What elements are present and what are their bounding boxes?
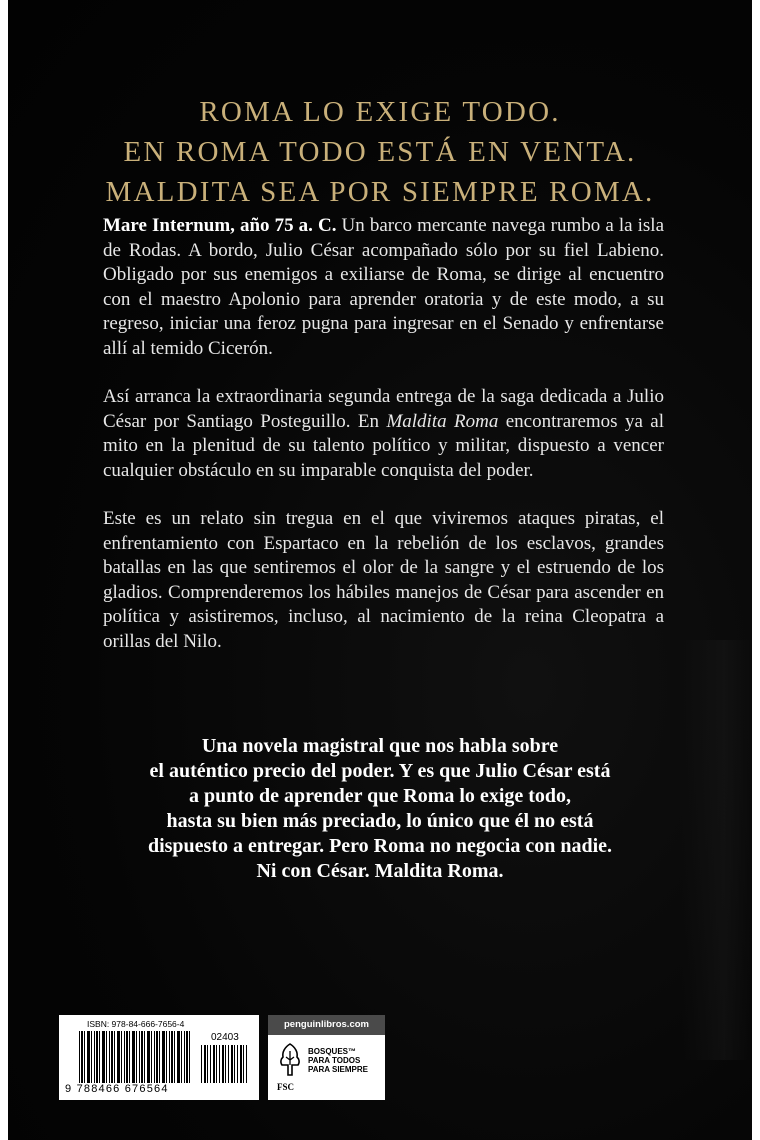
paragraph-2-text-before: Así arranca la extraordinaria segunda entrega de la saga dedicada a Julio César por Santiago Posteguillo. En: [103, 386, 664, 432]
fsc-tree-icon: [276, 1041, 304, 1081]
slogan-block: [8, 92, 752, 212]
paragraph-2-text-after: encontraremos ya al mito en la plenitud de su talento político y militar, dispuesto a vencer cualquier obstáculo en su imparable conquista del poder.: [103, 410, 664, 481]
synopsis-paragraph-1: [103, 214, 664, 361]
ean-digits: 9 788466 676564: [65, 1083, 169, 1095]
blurb-line-2: el auténtico precio del poder. Y es que Julio César está: [149, 760, 611, 782]
blurb: [68, 734, 692, 884]
fsc-slogan-line-1: BOSQUES™: [308, 1047, 357, 1056]
publisher-box: [268, 1015, 385, 1100]
barcode-addon: 02403: [211, 1032, 239, 1043]
blurb-line-4: hasta su bien más preciado, lo único que él no está: [166, 810, 594, 832]
barcode-bars: [79, 1031, 191, 1083]
blurb-line-3: a punto de aprender que Roma lo exige todo,: [188, 785, 572, 807]
lead-phrase: Mare Internum, año 75 a. C.: [103, 215, 337, 236]
fsc-label: FSC: [277, 1082, 295, 1092]
slogan-line-1: ROMA LO EXIGE TODO.: [199, 96, 561, 128]
paragraph-1-text: Un barco mercante navega rumbo a la isla de Rodas. A bordo, Julio César acompañado sólo por su fiel Labieno. Obligado por sus enemigos a exiliarse de Roma, se dirige al encuentro con el maestro Apolonio para aprender oratoria y de este modo, a su regreso, iniciar una feroz pugna para ingresar en el Senado y enfrentarse allí al temido Cicerón.: [103, 215, 665, 359]
back-cover: [8, 0, 752, 1140]
slogan-line-3: MALDITA SEA POR SIEMPRE ROMA.: [105, 176, 655, 208]
fsc-slogan: [308, 1047, 368, 1074]
fsc-slogan-line-2: PARA TODOS: [308, 1056, 361, 1065]
synopsis-paragraph-3: Este es un relato sin tregua en el que viviremos ataques piratas, el enfrentamiento con Espartaco en la rebelión de los esclavos, grandes batallas en las que sentiremos el olor de la sangre y el estruendo de los gladios. Comprenderemos los hábiles manejos de César para ascender en política y asistiremos, incluso, al nacimiento de la reina Cleopatra a orillas del Nilo.: [103, 508, 664, 652]
slogan-line-2: EN ROMA TODO ESTÁ EN VENTA.: [123, 136, 637, 168]
blurb-line-5: dispuesto a entregar. Pero Roma no negocia con nadie.: [147, 835, 613, 857]
blurb-line-1: Una novela magistral que nos habla sobre: [201, 735, 559, 757]
barcode-box: [59, 1015, 259, 1100]
synopsis: [103, 214, 664, 678]
book-title: Maldita Roma: [386, 410, 499, 432]
isbn-label: ISBN: 978-84-666-7656-4: [87, 1019, 185, 1029]
fsc-slogan-line-3: PARA SIEMPRE: [308, 1065, 369, 1074]
publisher-site: penguinlibros.com: [268, 1015, 385, 1035]
barcode-addon-bars: [201, 1045, 249, 1083]
background-shadow: [682, 640, 752, 1060]
synopsis-paragraph-2: [103, 385, 664, 483]
blurb-line-6: Ni con César. Maldita Roma.: [256, 860, 504, 882]
